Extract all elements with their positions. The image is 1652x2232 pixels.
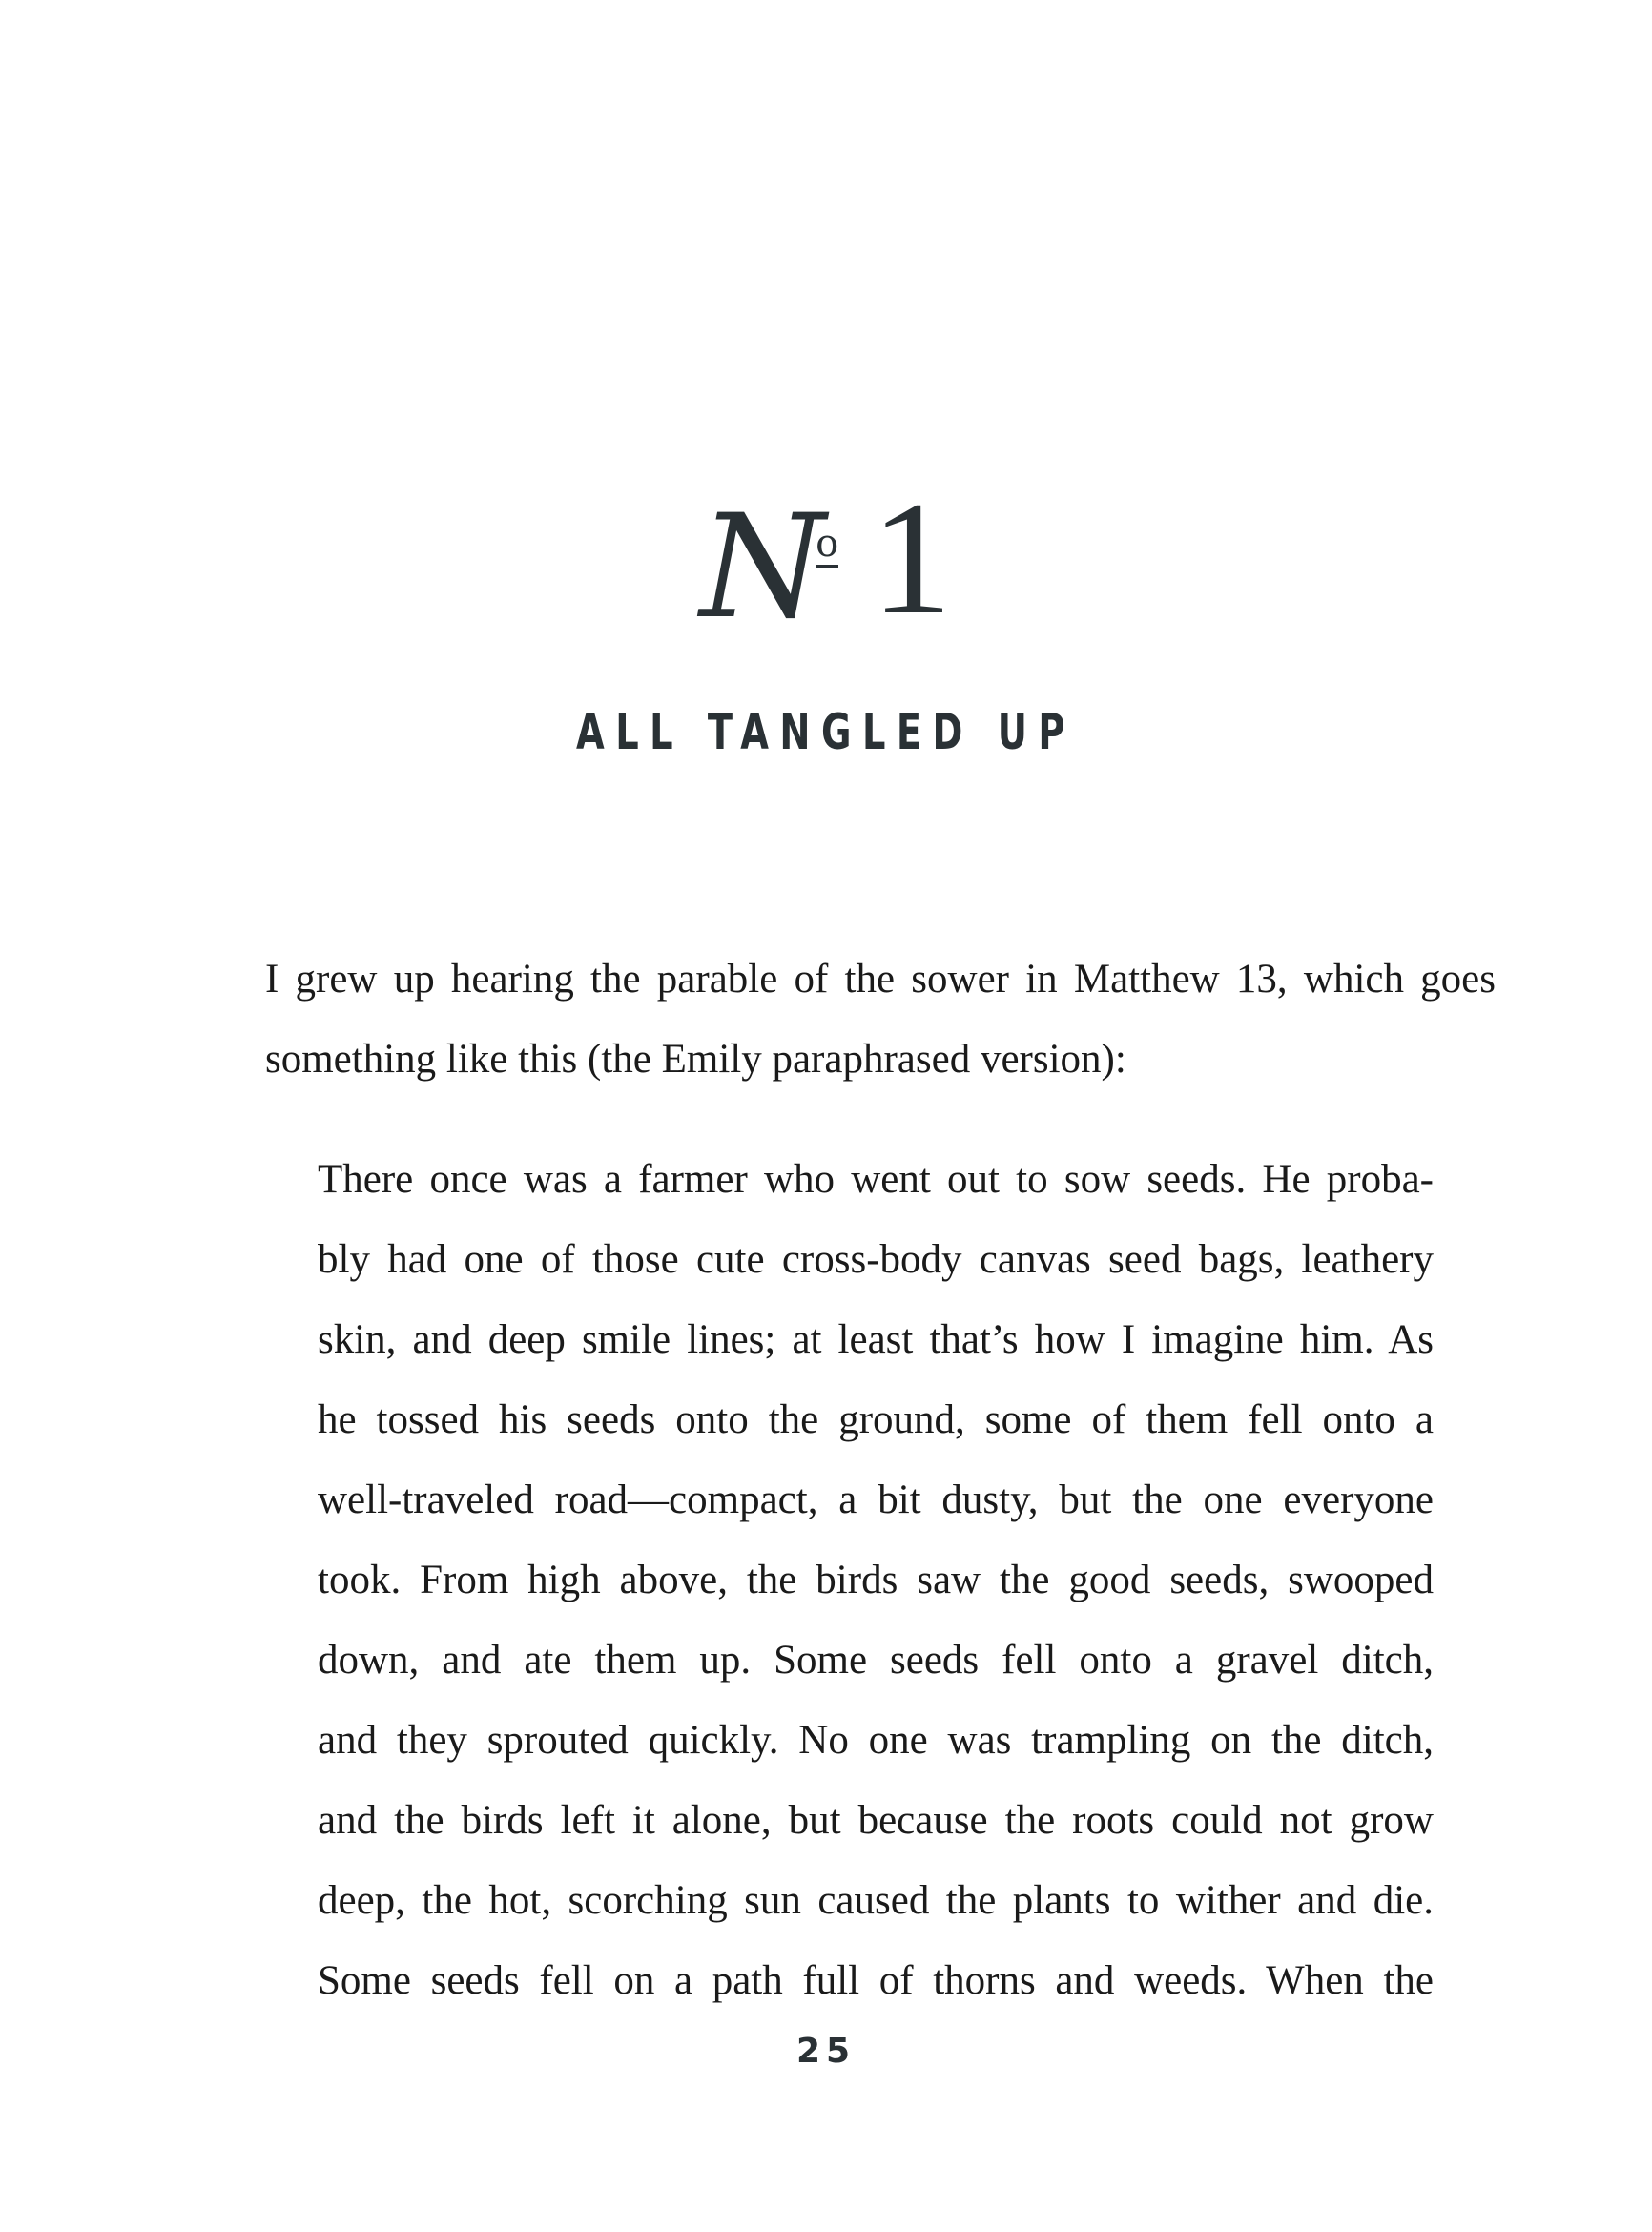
text-line: skin, and deep smile lines; at least that’s how I imagine him. As	[318, 1317, 1434, 1362]
intro-paragraph	[265, 940, 1496, 1100]
chapter-number: 1	[871, 468, 953, 648]
text-line: he tossed his seeds onto the ground, some of them fell onto a	[318, 1397, 1434, 1442]
page-number: 25	[795, 2032, 857, 2071]
numero-symbol: N	[699, 485, 822, 651]
text-line: Some seeds fell on a path full of thorns and weeds. When the	[318, 1958, 1434, 2003]
text-line: I grew up hearing the parable of the sower in Matthew 13, which goes	[265, 957, 1496, 1002]
text-line: something like this (the Emily paraphrased version):	[265, 1037, 1126, 1082]
text-line: There once was a farmer who went out to sow seeds. He proba-	[318, 1157, 1434, 1202]
text-line: bly had one of those cute cross-body canvas seed bags, leathery	[318, 1237, 1434, 1282]
text-line: took. From high above, the birds saw the good seeds, swooped	[318, 1558, 1434, 1602]
numero-superscript-o: o	[816, 522, 839, 566]
chapter-title: ALL TANGLED UP	[576, 704, 1076, 761]
text-line: and they sprouted quickly. No one was trampling on the ditch,	[318, 1718, 1434, 1763]
block-quote-paragraph	[318, 1140, 1434, 2021]
text-line: well-traveled road—compact, a bit dusty, but the one everyone	[318, 1478, 1434, 1522]
text-line: and the birds left it alone, but because the roots could not grow	[318, 1798, 1434, 1843]
text-line: down, and ate them up. Some seeds fell onto a gravel ditch,	[318, 1638, 1434, 1683]
text-line: deep, the hot, scorching sun caused the plants to wither and die.	[318, 1878, 1434, 1923]
chapter-number-mark	[0, 468, 1652, 651]
